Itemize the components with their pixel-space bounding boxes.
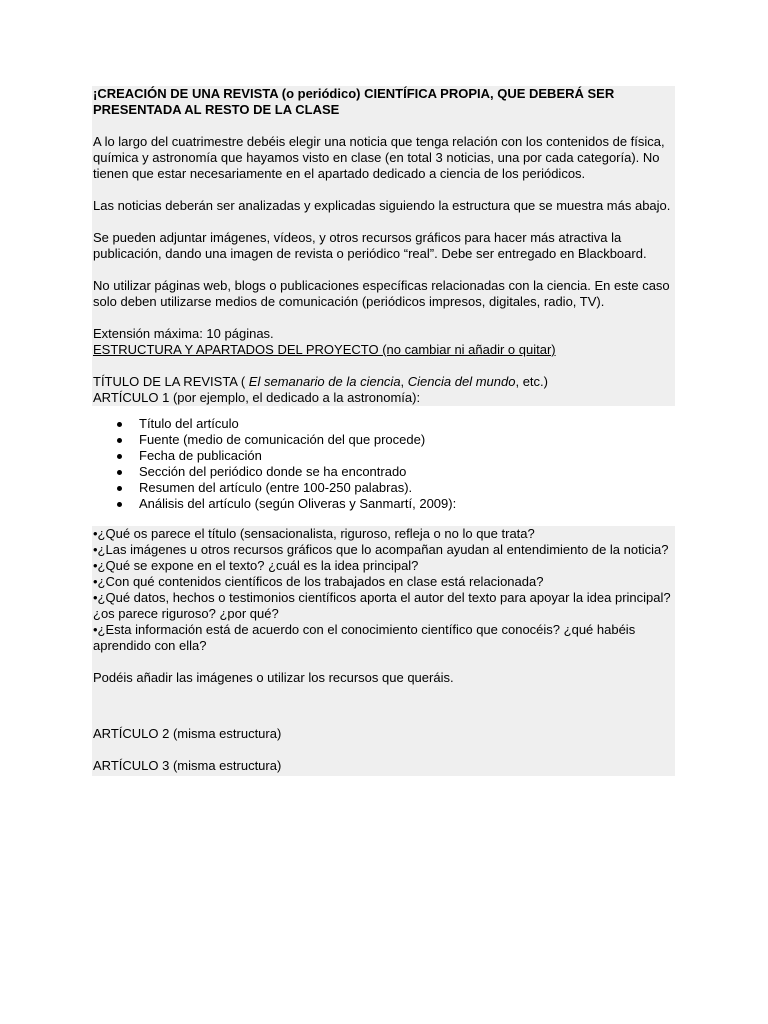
paragraph-intro: A lo largo del cuatrimestre debéis elegir una noticia que tenga relación con los contenidos de física, química y astronomía que hayamos visto en clase (en total 3 noticias, una por cada categoría). No tienen que estar necesariamente en el apartado dedicado a ciencia de los periódicos. [93,134,665,181]
document-heading: ¡CREACIÓN DE UNA REVISTA (o periódico) CIENTÍFICA PROPIA, QUE DEBERÁ SER PRESENTADA AL RESTO DE LA CLASE [93,86,615,117]
bullet-icon [117,470,122,475]
magazine-title-sep: , [400,374,408,389]
bullet-icon [117,438,122,443]
list-item-label: Fecha de publicación [139,448,262,463]
list-item-label: Fuente (medio de comunicación del que procede) [139,432,426,447]
magazine-example-2: Ciencia del mundo [407,374,516,389]
magazine-example-1: El semanario de la ciencia [248,374,401,389]
question-main-idea: •¿Qué se expone en el texto? ¿cuál es la idea principal? [93,558,419,573]
bullet-icon [117,422,122,427]
list-item-label: Sección del periódico donde se ha encontrado [139,464,407,479]
paragraph-analysis: Las noticias deberán ser analizadas y explicadas siguiendo la estructura que se muestra más abajo. [93,198,671,213]
question-knowledge: •¿Esta información está de acuerdo con el conocimiento científico que conocéis? ¿qué habéis aprendido con ella? [93,622,636,653]
magazine-title-line [93,374,675,390]
list-item [92,448,675,464]
article-sections-list [92,416,675,512]
article-3-heading: ARTÍCULO 3 (misma estructura) [93,758,282,773]
paragraph-restrictions: No utilizar páginas web, blogs o publicaciones específicas relacionadas con la ciencia. En este caso solo deben utilizarse medios de comunicación (periódicos impresos, digitales, radio, TV). [93,278,670,309]
bullet-icon [117,454,122,459]
question-contents: •¿Con qué contenidos científicos de los trabajados en clase está relacionada? [93,574,544,589]
question-images: •¿Las imágenes u otros recursos gráficos que lo acompañan ayudan al entendimiento de la noticia? [93,542,669,557]
list-item-label: Resumen del artículo (entre 100-250 palabras). [139,480,413,495]
bullet-icon [117,502,122,507]
list-item-label: Título del artículo [139,416,239,431]
list-item-label: Análisis del artículo (según Oliveras y Sanmartí, 2009): [139,496,457,511]
article-1-heading: ARTÍCULO 1 (por ejemplo, el dedicado a la astronomía): [93,390,421,405]
paragraph-attachments: Se pueden adjuntar imágenes, vídeos, y otros recursos gráficos para hacer más atractiva la publicación, dando una imagen de revista o periódico “real”. Debe ser entregado en Blackboard. [93,230,647,261]
extension-note: Extensión máxima: 10 páginas. [93,326,274,341]
list-item [92,464,675,480]
questions-block [92,526,675,776]
list-item [92,416,675,432]
list-item [92,496,675,512]
question-title: •¿Qué os parece el título (sensacionalista, riguroso, refleja o no lo que trata? [93,526,535,541]
structure-heading: ESTRUCTURA Y APARTADOS DEL PROYECTO (no cambiar ni añadir o quitar) [93,342,556,357]
intro-block [92,86,675,406]
closing-note: Podéis añadir las imágenes o utilizar los recursos que queráis. [93,670,454,685]
list-item [92,432,675,448]
magazine-title-prefix: TÍTULO DE LA REVISTA ( [93,374,249,389]
bullet-icon [117,486,122,491]
article-2-heading: ARTÍCULO 2 (misma estructura) [93,726,282,741]
magazine-title-suffix: , etc.) [515,374,548,389]
list-item [92,480,675,496]
question-evidence: •¿Qué datos, hechos o testimonios científicos aporta el autor del texto para apoyar la idea principal? ¿os parece riguroso? ¿por qué? [93,590,671,621]
